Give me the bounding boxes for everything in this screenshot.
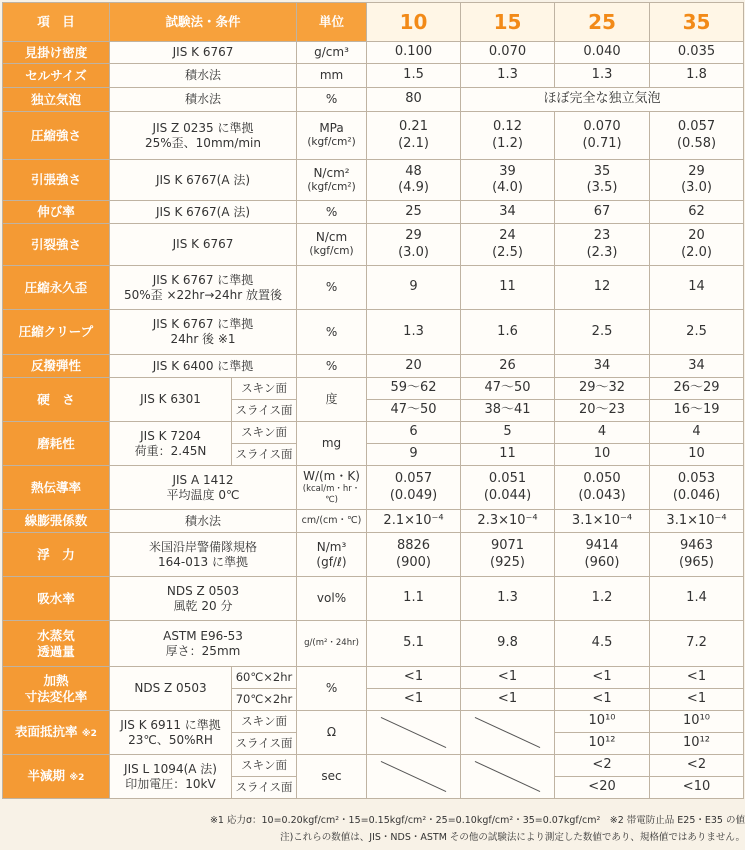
unit-heat: % <box>297 667 367 711</box>
value-cell: 1.6 <box>461 310 555 355</box>
value-cell: 7.2 <box>650 621 744 667</box>
value-cell: 20 <box>367 355 461 378</box>
row-water-absorption <box>3 577 744 621</box>
unit-density: g/cm³ <box>297 42 367 64</box>
row-cell-size <box>3 64 744 88</box>
row-density <box>3 42 744 64</box>
value-cell: 1.3 <box>555 64 650 88</box>
value-cell: 39 (4.0) <box>461 160 555 201</box>
value-cell: 0.051 (0.044) <box>461 466 555 510</box>
value-cell: <1 <box>367 667 461 689</box>
value-cell: 0.053 (0.046) <box>650 466 744 510</box>
sub-70c: 70℃×2hr <box>232 689 297 711</box>
header-item: 項 目 <box>3 3 110 42</box>
properties-table <box>2 2 744 799</box>
value-cell: 9.8 <box>461 621 555 667</box>
unit-surface: Ω <box>297 711 367 755</box>
value-cell: 0.12 (1.2) <box>461 112 555 160</box>
row-vapor <box>3 621 744 667</box>
value-cell: 80 <box>367 88 461 112</box>
not-applicable-cell <box>461 711 555 755</box>
header-grade-25: 25 <box>555 3 650 42</box>
value-cell: 6 <box>367 422 461 444</box>
sub-slice: スライス面 <box>232 444 297 466</box>
header-method: 試験法・条件 <box>110 3 297 42</box>
value-cell: 48 (4.9) <box>367 160 461 201</box>
value-cell: 25 <box>367 201 461 224</box>
method-halflife: JIS L 1094(A 法) 印加電圧：10kV <box>110 755 232 799</box>
sub-skin: スキン面 <box>232 755 297 777</box>
method-expansion: 積水法 <box>110 510 297 533</box>
value-cell: <1 <box>367 689 461 711</box>
value-cell: 0.057 (0.58) <box>650 112 744 160</box>
value-cell: 47〜50 <box>367 400 461 422</box>
footnote-1: ※1 応力σ：10=0.20kgf/cm²・15=0.15kgf/cm²・25=0.10kgf/cm²・35=0.07kgf/cm² ※2 帯電防止品 E25・E35 の値 <box>209 815 745 826</box>
value-cell: <20 <box>555 777 650 799</box>
value-cell: 0.050 (0.043) <box>555 466 650 510</box>
value-cell: 16〜19 <box>650 400 744 422</box>
row-thermal <box>3 466 744 510</box>
method-vapor: ASTM E96-53 厚さ：25mm <box>110 621 297 667</box>
value-cell: 1.4 <box>650 577 744 621</box>
header-grade-35: 35 <box>650 3 744 42</box>
value-cell: 20〜23 <box>555 400 650 422</box>
label-closed-cell: 独立気泡 <box>3 88 110 112</box>
header-grade-10: 10 <box>367 3 461 42</box>
label-vapor: 水蒸気 透過量 <box>3 621 110 667</box>
value-cell: 5 <box>461 422 555 444</box>
label-abrasion: 磨耗性 <box>3 422 110 466</box>
row-heat-60 <box>3 667 744 689</box>
value-cell: 1.2 <box>555 577 650 621</box>
value-cell: 11 <box>461 444 555 466</box>
value-cell: 2.1×10⁻⁴ <box>367 510 461 533</box>
row-halflife-skin <box>3 755 744 777</box>
value-cell: 29〜32 <box>555 378 650 400</box>
sub-slice: スライス面 <box>232 777 297 799</box>
method-heat: NDS Z 0503 <box>110 667 232 711</box>
unit-buoyancy: N/m³ (gf/ℓ) <box>297 533 367 577</box>
value-cell: <2 <box>555 755 650 777</box>
method-closed-cell: 積水法 <box>110 88 297 112</box>
row-compressive <box>3 112 744 160</box>
unit-halflife: sec <box>297 755 367 799</box>
value-cell: 3.1×10⁻⁴ <box>650 510 744 533</box>
row-expansion <box>3 510 744 533</box>
row-compression-set <box>3 266 744 310</box>
label-water-absorption: 吸水率 <box>3 577 110 621</box>
value-cell: 12 <box>555 266 650 310</box>
label-thermal: 熱伝導率 <box>3 466 110 510</box>
unit-elongation: % <box>297 201 367 224</box>
row-tensile <box>3 160 744 201</box>
label-compressive: 圧縮強さ <box>3 112 110 160</box>
row-elongation <box>3 201 744 224</box>
method-hardness: JIS K 6301 <box>110 378 232 422</box>
method-compression-set: JIS K 6767 に準拠 50%歪 ×22hr→24hr 放置後 <box>110 266 297 310</box>
unit-expansion: cm/(cm・℃) <box>297 510 367 533</box>
value-cell: 1.8 <box>650 64 744 88</box>
value-cell: 34 <box>461 201 555 224</box>
value-cell: 2.3×10⁻⁴ <box>461 510 555 533</box>
value-cell: 0.040 <box>555 42 650 64</box>
value-cell: 0.100 <box>367 42 461 64</box>
method-surface: JIS K 6911 に準拠 23℃、50%RH <box>110 711 232 755</box>
value-cell: 29 (3.0) <box>650 160 744 201</box>
method-tear: JIS K 6767 <box>110 224 297 266</box>
value-cell: 29 (3.0) <box>367 224 461 266</box>
not-applicable-cell <box>367 755 461 799</box>
value-cell: 0.035 <box>650 42 744 64</box>
not-applicable-cell <box>461 755 555 799</box>
value-cell: 1.3 <box>461 577 555 621</box>
sub-60c: 60℃×2hr <box>232 667 297 689</box>
sub-slice: スライス面 <box>232 733 297 755</box>
value-cell: 1.3 <box>367 310 461 355</box>
label-expansion: 線膨張係数 <box>3 510 110 533</box>
method-tensile: JIS K 6767(A 法) <box>110 160 297 201</box>
value-cell: 8826 (900) <box>367 533 461 577</box>
unit-creep: % <box>297 310 367 355</box>
value-cell: 20 (2.0) <box>650 224 744 266</box>
value-cell: 34 <box>555 355 650 378</box>
value-cell: 59〜62 <box>367 378 461 400</box>
method-rebound: JIS K 6400 に準拠 <box>110 355 297 378</box>
row-surface-skin <box>3 711 744 733</box>
header-row <box>3 3 744 42</box>
unit-water-absorption: vol% <box>297 577 367 621</box>
value-cell: 14 <box>650 266 744 310</box>
method-abrasion: JIS K 7204 荷重：2.45N <box>110 422 232 466</box>
value-cell: <1 <box>555 689 650 711</box>
unit-tear: N/cm (kgf/cm) <box>297 224 367 266</box>
header-unit: 単位 <box>297 3 367 42</box>
value-cell: 10¹² <box>555 733 650 755</box>
unit-rebound: % <box>297 355 367 378</box>
value-cell: 0.057 (0.049) <box>367 466 461 510</box>
method-elongation: JIS K 6767(A 法) <box>110 201 297 224</box>
method-water-absorption: NDS Z 0503 風乾 20 分 <box>110 577 297 621</box>
method-thermal: JIS A 1412 平均温度 0℃ <box>110 466 297 510</box>
value-cell: <1 <box>650 689 744 711</box>
value-cell: 26〜29 <box>650 378 744 400</box>
value-cell: 10¹⁰ <box>555 711 650 733</box>
sub-skin: スキン面 <box>232 378 297 400</box>
sub-slice: スライス面 <box>232 400 297 422</box>
label-surface: 表面抵抗率 ※2 <box>3 711 110 755</box>
value-cell: <1 <box>650 667 744 689</box>
method-creep: JIS K 6767 に準拠 24hr 後 ※1 <box>110 310 297 355</box>
value-cell: 26 <box>461 355 555 378</box>
label-elongation: 伸び率 <box>3 201 110 224</box>
unit-cell-size: mm <box>297 64 367 88</box>
value-cell: 9414 (960) <box>555 533 650 577</box>
header-grade-15: 15 <box>461 3 555 42</box>
label-density: 見掛け密度 <box>3 42 110 64</box>
label-heat: 加熱 寸法変化率 <box>3 667 110 711</box>
value-cell: <2 <box>650 755 744 777</box>
label-buoyancy: 浮 力 <box>3 533 110 577</box>
value-cell: 1.1 <box>367 577 461 621</box>
value-cell: 47〜50 <box>461 378 555 400</box>
label-rebound: 反撥弾性 <box>3 355 110 378</box>
value-cell: 9463 (965) <box>650 533 744 577</box>
value-cell: 0.070 (0.71) <box>555 112 650 160</box>
value-cell: 0.070 <box>461 42 555 64</box>
row-tear <box>3 224 744 266</box>
value-cell: 23 (2.3) <box>555 224 650 266</box>
not-applicable-cell <box>367 711 461 755</box>
value-cell: 1.5 <box>367 64 461 88</box>
unit-abrasion: mg <box>297 422 367 466</box>
sub-skin: スキン面 <box>232 422 297 444</box>
label-cell-size: セルサイズ <box>3 64 110 88</box>
value-cell-merged: ほぼ完全な独立気泡 <box>461 88 744 112</box>
value-cell: 4 <box>555 422 650 444</box>
value-cell: 24 (2.5) <box>461 224 555 266</box>
value-cell: <10 <box>650 777 744 799</box>
value-cell: 10 <box>650 444 744 466</box>
value-cell: 10¹⁰ <box>650 711 744 733</box>
value-cell: 3.1×10⁻⁴ <box>555 510 650 533</box>
value-cell: 9 <box>367 266 461 310</box>
unit-thermal: W/(m・K) (kcal/m・hr・℃) <box>297 466 367 510</box>
footnote-2: 注)これらの数値は、JIS・NDS・ASTM その他の試験法により測定した数値であり、規格値ではありません。 <box>280 832 745 843</box>
value-cell: 4 <box>650 422 744 444</box>
method-compressive: JIS Z 0235 に準拠 25%歪、10mm/min <box>110 112 297 160</box>
value-cell: 67 <box>555 201 650 224</box>
row-hardness-skin <box>3 378 744 400</box>
row-abrasion-skin <box>3 422 744 444</box>
value-cell: 2.5 <box>555 310 650 355</box>
value-cell: 38〜41 <box>461 400 555 422</box>
label-halflife: 半減期 ※2 <box>3 755 110 799</box>
value-cell: 2.5 <box>650 310 744 355</box>
value-cell: <1 <box>555 667 650 689</box>
unit-hardness: 度 <box>297 378 367 422</box>
unit-tensile: N/cm² (kgf/cm²) <box>297 160 367 201</box>
value-cell: 9071 (925) <box>461 533 555 577</box>
row-creep <box>3 310 744 355</box>
value-cell: 0.21 (2.1) <box>367 112 461 160</box>
unit-compressive: MPa (kgf/cm²) <box>297 112 367 160</box>
label-compression-set: 圧縮永久歪 <box>3 266 110 310</box>
value-cell: 5.1 <box>367 621 461 667</box>
sub-skin: スキン面 <box>232 711 297 733</box>
value-cell: 1.3 <box>461 64 555 88</box>
row-buoyancy <box>3 533 744 577</box>
row-closed-cell <box>3 88 744 112</box>
value-cell: 11 <box>461 266 555 310</box>
label-hardness: 硬 さ <box>3 378 110 422</box>
row-rebound <box>3 355 744 378</box>
value-cell: 35 (3.5) <box>555 160 650 201</box>
label-creep: 圧縮クリープ <box>3 310 110 355</box>
value-cell: <1 <box>461 667 555 689</box>
value-cell: 10¹² <box>650 733 744 755</box>
value-cell: 34 <box>650 355 744 378</box>
unit-vapor: g/(m²・24hr) <box>297 621 367 667</box>
unit-closed-cell: % <box>297 88 367 112</box>
method-density: JIS K 6767 <box>110 42 297 64</box>
method-buoyancy: 米国沿岸警備隊規格 164-013 に準拠 <box>110 533 297 577</box>
value-cell: <1 <box>461 689 555 711</box>
label-tear: 引裂強さ <box>3 224 110 266</box>
value-cell: 4.5 <box>555 621 650 667</box>
label-tensile: 引張強さ <box>3 160 110 201</box>
method-cell-size: 積水法 <box>110 64 297 88</box>
value-cell: 9 <box>367 444 461 466</box>
value-cell: 10 <box>555 444 650 466</box>
value-cell: 62 <box>650 201 744 224</box>
unit-compression-set: % <box>297 266 367 310</box>
